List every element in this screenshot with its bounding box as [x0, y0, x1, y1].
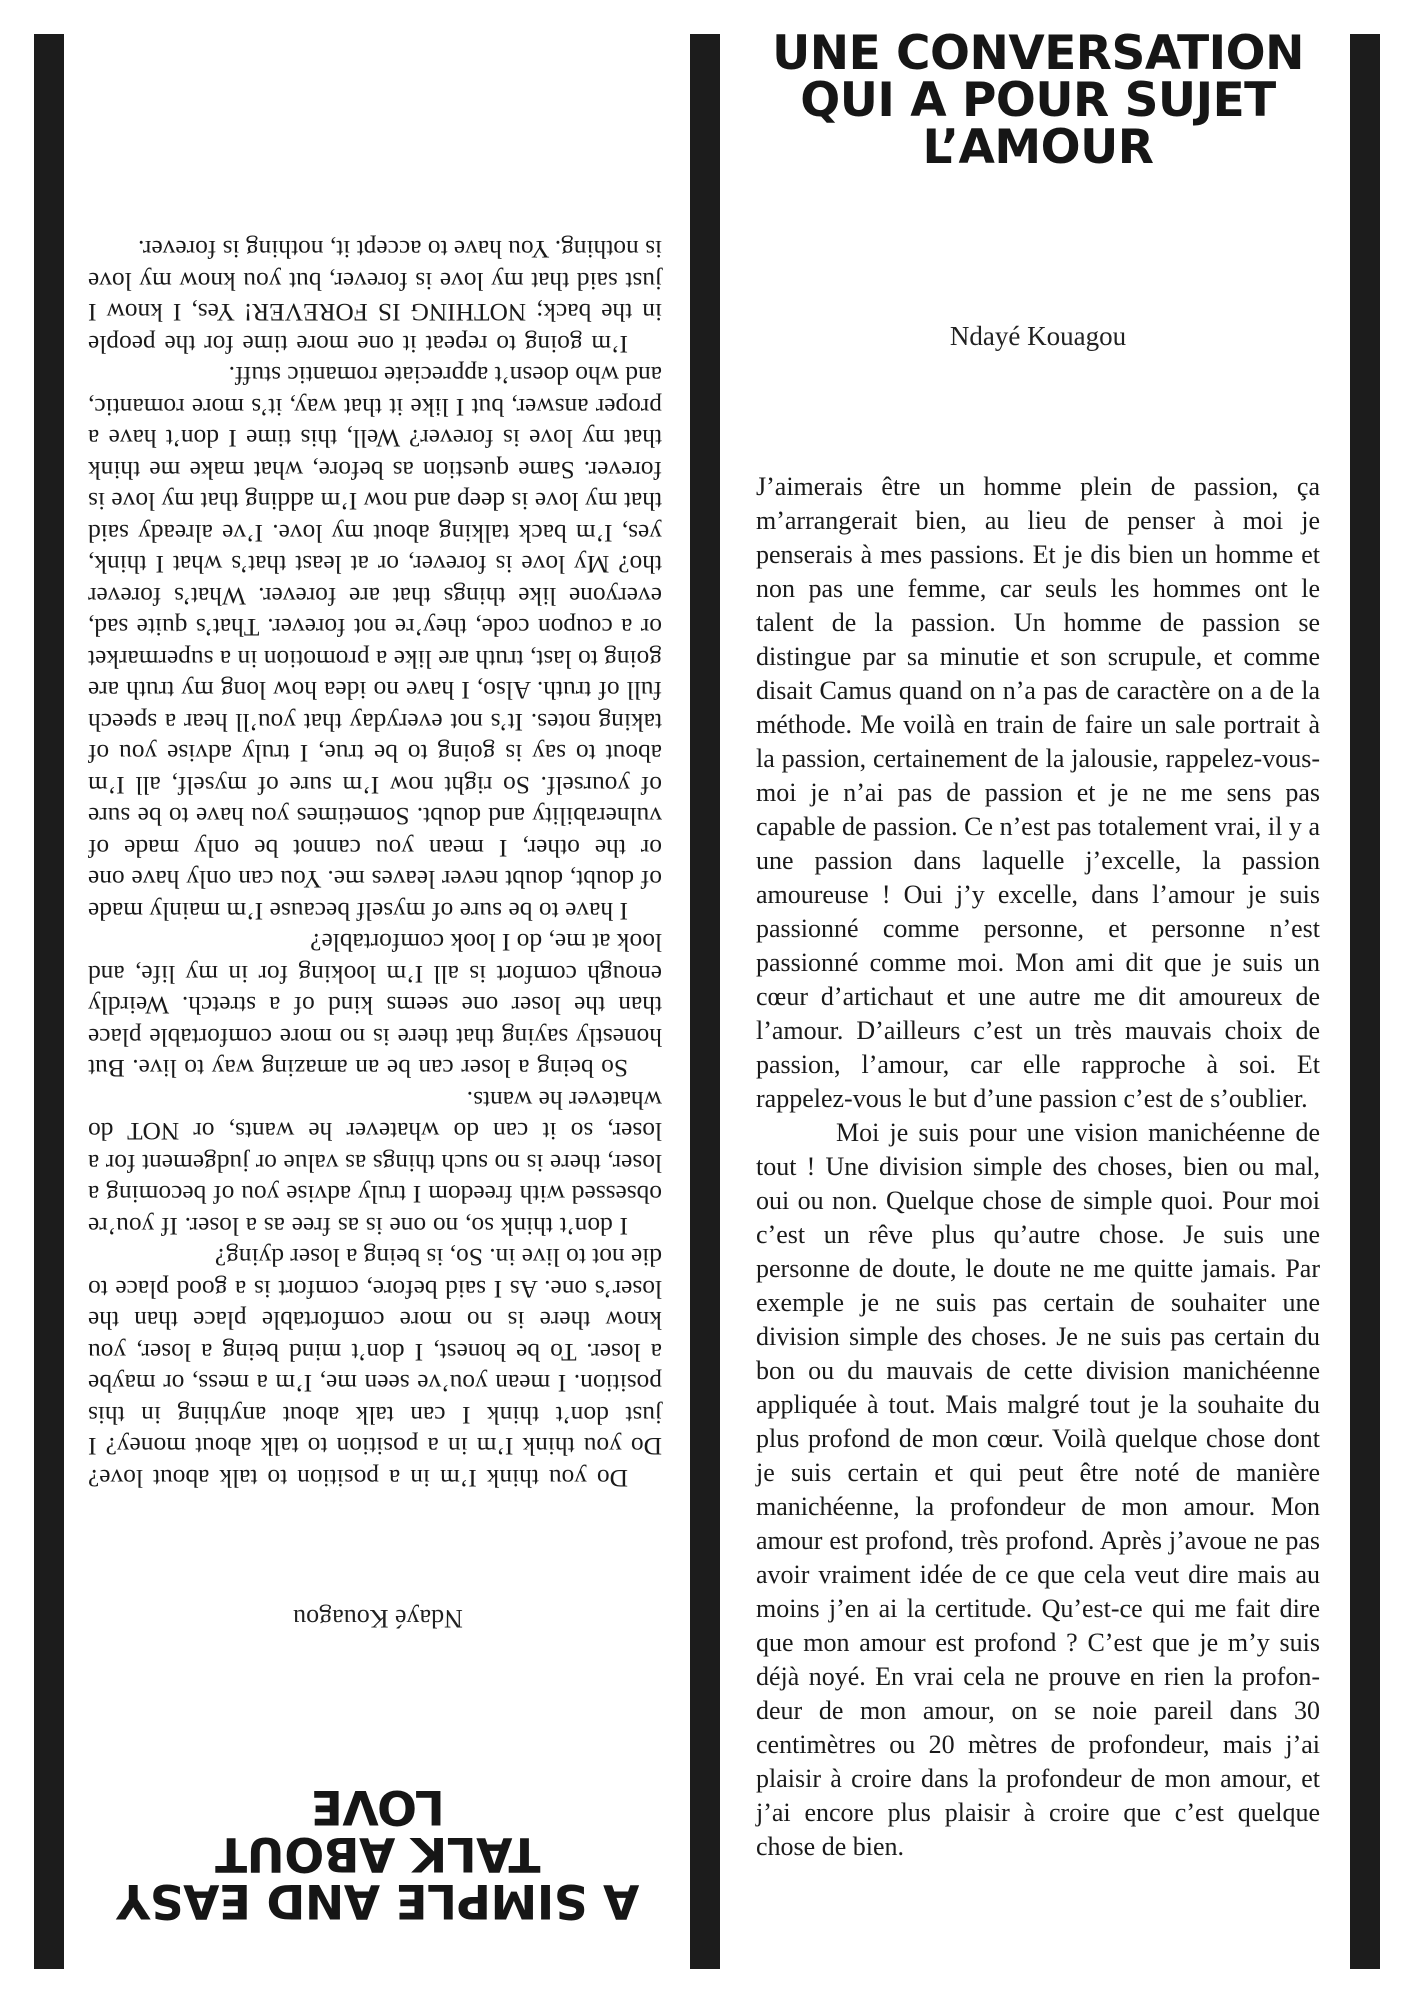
body-paragraph: I have to be sure of myself because I’m mainly made of doubt, doubt never leaves me. You can only have one or the other, I mean you cannot be only made of vulnerability and doubt. Sometimes you have to be sure of yourself. So right now I’m sure of myself, all I’m about to say is going to be true, I truly advise you of taking notes. It’s not everyday that you’ll hear a speech full of truth. Also, I have no idea how long my truth are going to last, truth are like a promotion in a supermarket or a coupon code, they’re not forever. That’s quite sad, everyone like things that are forever. What’s forever tho? My love is forever, or at least that’s what I think, yes, I’m back talking about my love. I’ve already said that my love is deep and now I’m adding that my love is forever. Same question as before, what make me think that my love is forever? Well, this time I don’t have a proper answer, but I like it that way, it’s more romantic, and who doesn’t appreciate romantic stuff. [88, 361, 662, 925]
french-article-title [756, 26, 1320, 175]
english-article-author: Ndayé Kouagou [293, 1604, 463, 1633]
body-paragraph: J’aimerais être un homme plein de passion, ça m’arrangerait bien, au lieu de penser à moi je penserais à mes passions. Et je dis bien un homme et non pas une femme, car seuls les hommes ont le talent de la passion. Un homme de passion se distingue par sa minutie et son scrupule, et comme disait Camus quand on n’a pas de caractère on a de la méthode. Me voilà en train de faire un sale portrait à la passion, certainement de la jalousie, rappelez-vous-moi je n’ai pas de passion et je ne me sens pas capable de passion. Ce n’est pas totalement vrai, il y a une passion dans laquelle j’excelle, la passion amoureuse ! Oui j’y excelle, dans l’amour je suis passionné comme personne, et personne n’est passionné comme moi. Mon ami dit que je suis un cœur d’artichaut et une autre me dit amoureux de l’amour. D’ailleurs c’est un très mauvais choix de passion, l’amour, car elle rapproche à soi. Et rappelez-vous le but d’une passion c’est de s’oublier. [756, 472, 1320, 1113]
title-line: LOVE [311, 1779, 445, 1834]
body-paragraph: So being a loser can be an amazing way to live. But honestly saying that there is no more comfortable place than the loser one seems kind of a stretch. Weirdly enough comfort is all I’m looking for in my life, and look at me, do I look comfortable? [88, 928, 662, 1083]
title-line: TALK ABOUT [215, 1826, 541, 1881]
english-article-page-upside-down [88, 20, 668, 1970]
english-article-body [88, 233, 668, 1493]
body-paragraph: I’m going to repeat it one more time for the people in the back; NOTHING IS FOREVER! Yes, I know I just said that my love is forever, but you know my love is nothing. You have to accept it, nothing is forever. [88, 235, 662, 358]
french-article-body [756, 470, 1320, 1864]
title-line: QUI A POUR SUJET [800, 73, 1276, 128]
title-line: UNE CONVERSATION [772, 26, 1304, 81]
title-line: A SIMPLE AND EASY [116, 1873, 640, 1928]
title-line: L’AMOUR [922, 120, 1154, 175]
body-paragraph: Do you think I’m in a position to talk about love? Do you think I’m in a position to talk about money? I just don’t think I can talk about anything in this position. I mean you’ve seen me, I’m a mess, or maybe a loser. To be honest, I don’t mind being a loser, you know there is no more comfortable place than the loser’s one. As I said before, comfort is a good place to die not to live in. So, is being a loser dying? [88, 1243, 662, 1492]
french-article-page [756, 26, 1320, 1864]
body-paragraph: Moi je suis pour une vision manichéenne de tout ! Une division simple des choses, bien ou mal, oui ou non. Quelque chose de simple quoi. Pour moi c’est un rêve plus qu’autre chose. Je suis une personne de doute, le doute ne me quitte jamais. Par exemple je ne suis pas certain de souhaiter une division simple des choses. Je ne suis pas certain du bon ou du mauvais de cette division manichéenne appliquée à tout. Mais malgré tout je la souhaite du plus profond de mon cœur. Voilà quelque chose dont je suis certain et qui peut être noté de manière manichéenne, la profondeur de mon amour. Mon amour est profond, très profond. Après j’avoue ne pas avoir vraiment idée de ce que cela veut dire mais au moins j’en ai la certitude. Qu’est-ce qui me fait dire que mon amour est profond ? C’est que je m’y suis déjà noyé. En vrai cela ne prouve en rien la profondeur de mon amour, on se noie pareil dans 30 centimètres ou 20 mètres de profondeur, mais j’ai plaisir à croire dans la profondeur de mon amour, et j’ai encore plus plaisir à croire que c’est quelque chose de bien. [756, 1118, 1320, 1861]
center-vertical-rule [690, 34, 720, 1969]
body-paragraph: I don’t think so, no one is as free as a loser. If you’re obsessed with freedom I truly advise you of becoming a loser, there is no such things as value or judgement for a loser, so it can do whatever he wants, or NOT do whatever he wants. [88, 1086, 662, 1240]
english-article-title [88, 1779, 668, 1970]
right-vertical-rule [1350, 34, 1380, 1969]
left-vertical-rule [34, 34, 64, 1969]
french-article-author: Ndayé Kouagou [949, 321, 1127, 351]
